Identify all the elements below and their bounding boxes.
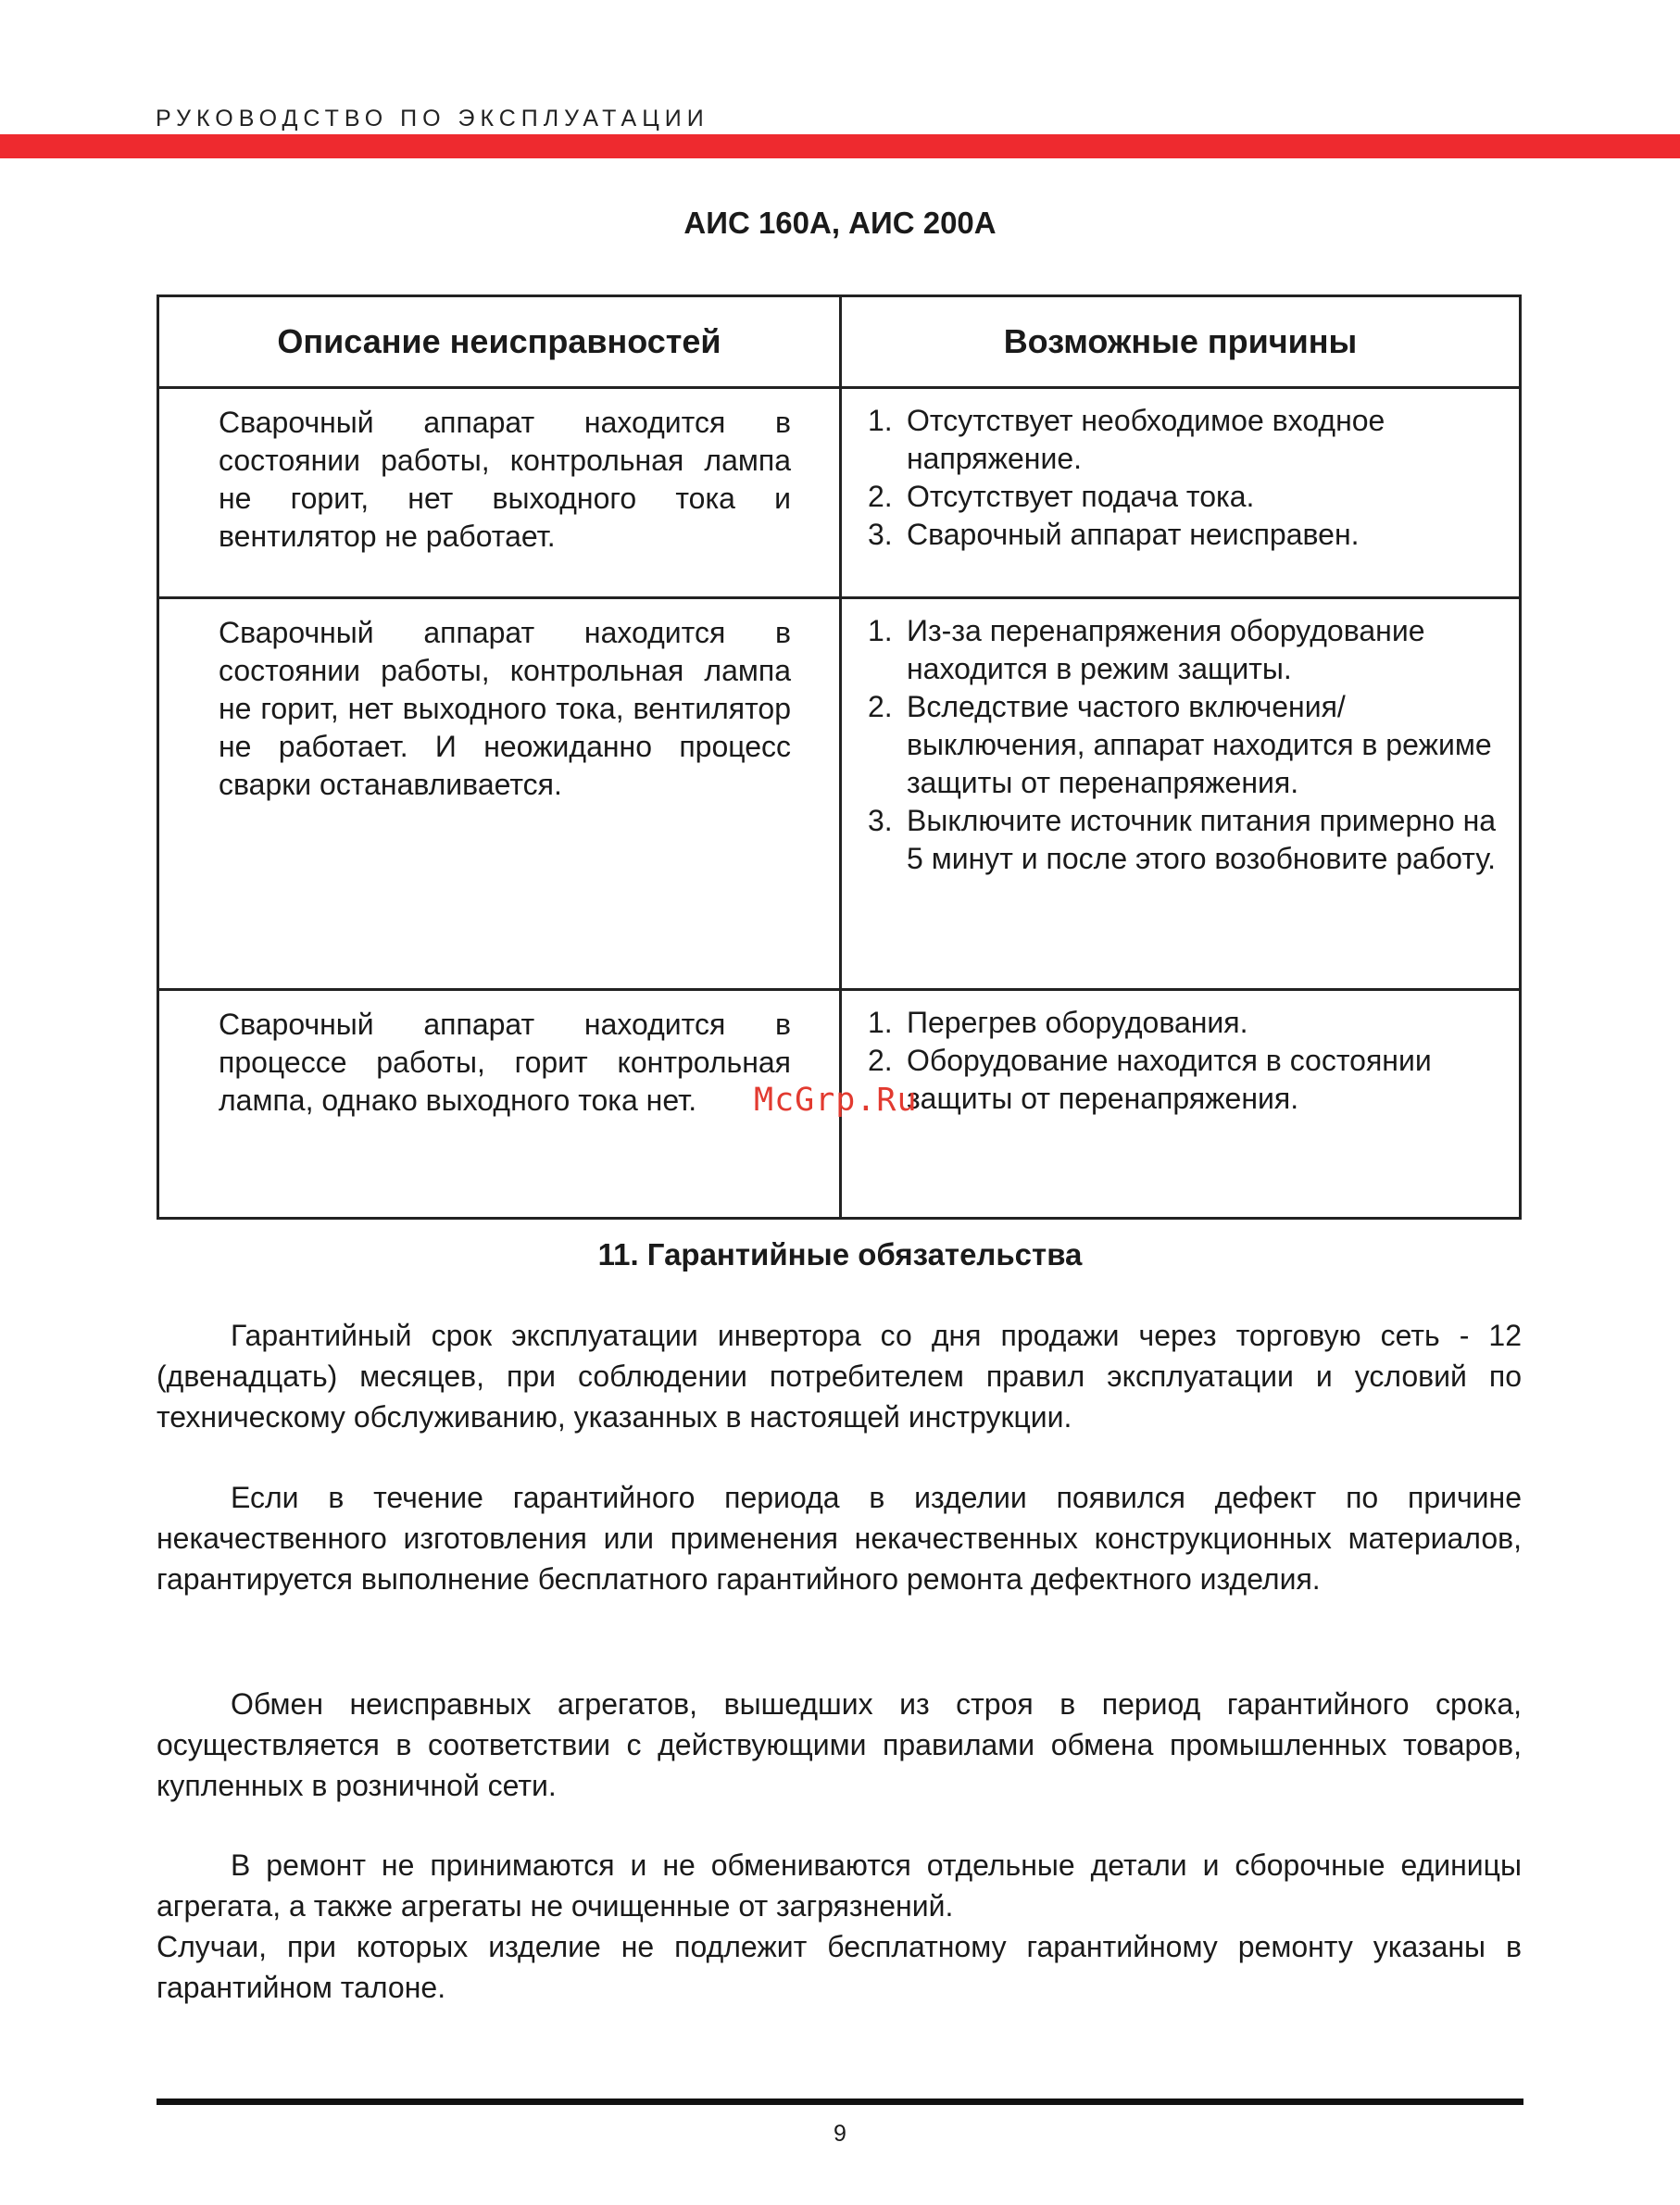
table-row	[158, 598, 1521, 990]
cause-item: 1. Перегрев оборудования.	[868, 1006, 1248, 1039]
fault-description-cell	[158, 388, 841, 598]
causes-cell	[841, 990, 1521, 1219]
causes-cell	[841, 598, 1521, 990]
warranty-paragraph: Обмен неисправных агрегатов, вышедших из строя в период гарантийного срока, осуществляется в соответствии с действующими правилами обмена промышленных товаров, купленных в розничной сети.	[157, 1687, 1522, 1802]
watermark: McGrp.Ru	[754, 1082, 918, 1119]
cause-item: 1. Отсутствует необходимое входное напряжение.	[868, 404, 1385, 475]
causes-cell	[841, 388, 1521, 598]
footer-rule	[157, 2099, 1523, 2105]
header-fault-description: Описание неисправностей	[158, 296, 841, 388]
document-header-title: РУКОВОДСТВО ПО ЭКСПЛУАТАЦИИ	[156, 106, 709, 132]
header-possible-causes: Возможные причины	[841, 296, 1521, 388]
fault-description-text: Сварочный аппарат находится в процессе работы, горит контрольная лампа, однако выходного тока нет.	[219, 1008, 791, 1117]
fault-description-text: Сварочный аппарат находится в состоянии работы, контрольная лампа не горит, нет выходного тока и вентилятор не работает.	[219, 406, 791, 553]
cause-item: 2. Отсутствует подача тока.	[868, 480, 1255, 513]
warranty-paragraph: Гарантийный срок эксплуатации инвертора со дня продажи через торговую сеть - 12 (двенадцать) месяцев, при соблюдении потребителем правил эксплуатации и условий по техническому обслуживанию, указанных в настоящей инструкции.	[157, 1319, 1522, 1434]
causes-list	[868, 612, 1500, 878]
header-red-bar	[0, 134, 1680, 158]
model-title: АИС 160А, АИС 200А	[683, 206, 997, 240]
page-number: 9	[834, 2121, 846, 2147]
cause-item: 1. Из-за перенапряжения оборудование находится в режим защиты.	[868, 614, 1425, 685]
cause-item: 3. Выключите источник питания примерно на 5 минут и после этого возобновите работу.	[868, 804, 1497, 875]
fault-description-text: Сварочный аппарат находится в состоянии работы, контрольная лампа не горит, нет выходного тока, вентилятор не работает. И неожиданно процесс сварки останавливается.	[219, 616, 791, 801]
fault-description-cell	[158, 990, 841, 1219]
table-row	[158, 388, 1521, 598]
fault-description-cell	[158, 598, 841, 990]
cause-item: 3. Сварочный аппарат неисправен.	[868, 518, 1360, 551]
warranty-paragraph: Если в течение гарантийного периода в изделии появился дефект по причине некачественного изготовления или применения некачественных конструкционных материалов, гарантируется выполнение бесплатного гарантийного ремонта дефектного изделия.	[157, 1481, 1522, 1596]
warranty-paragraph: В ремонт не принимаются и не обмениваются отдельные детали и сборочные единицы агрегата, а также агрегаты не очищенные от загрязнений. Случаи, при которых изделие не подлежит бесплатному гарантийному ремонту указаны в гарантийном талоне.	[157, 1848, 1522, 2004]
causes-list	[868, 1004, 1500, 1118]
table-header-row	[158, 296, 1521, 388]
cause-item: 2. Вследствие частого включения/выключения, аппарат находится в режиме защиты от перенапряжения.	[868, 690, 1492, 799]
cause-item: 2. Оборудование находится в состоянии защиты от перенапряжения.	[868, 1044, 1432, 1115]
section-title: 11. Гарантийные обязательства	[597, 1237, 1083, 1272]
causes-list	[868, 402, 1500, 554]
